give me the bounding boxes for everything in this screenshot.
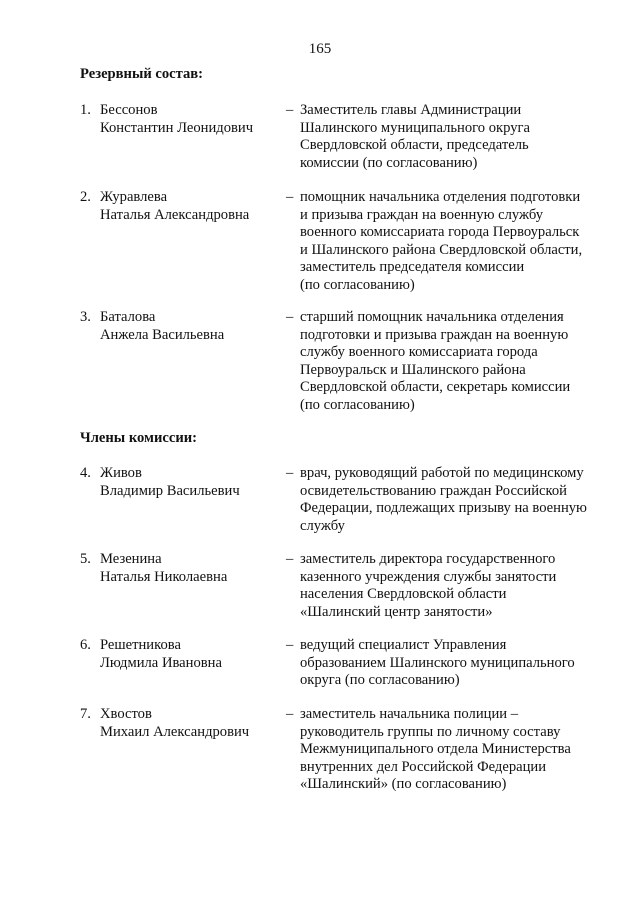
surname: Живов [100,465,142,481]
description-line: руководитель группы по личному составу [300,723,561,740]
person-name [100,102,280,137]
description-line: заместитель директора государственного [300,551,556,567]
dash: – [286,551,294,567]
description-line: комиссии (по согласованию) [300,154,478,171]
position-description [300,706,610,794]
position-description [300,637,610,690]
given-name: Людмила Ивановна [100,654,222,671]
description-line: службу [300,517,345,534]
description-line: Свердловской области, председатель [300,137,529,153]
given-name: Анжела Васильевна [100,326,225,343]
person-name [100,706,280,741]
description-line: и Шалинского района Свердловской области, [300,241,583,258]
description-line: округа (по согласованию) [300,672,460,688]
description-line: заместитель председателя комиссии [300,259,525,275]
description-line: старший помощник начальника отделения [300,309,564,325]
page-number: 165 [308,41,332,57]
description-line: образованием Шалинского муниципального [300,654,575,671]
item-number: 6. [80,637,91,653]
description-line: Первоуральск и Шалинского района [300,361,526,378]
dash: – [286,309,294,325]
person-name [100,465,280,500]
description-line: населения Свердловской области [300,586,507,602]
description-line: Свердловской области, секретарь комиссии [300,379,571,395]
item-number: 5. [80,551,91,567]
given-name: Михаил Александрович [100,723,250,740]
item-number: 4. [80,465,91,481]
description-line: внутренних дел Российской Федерации [300,758,547,775]
description-line: Межмуниципального отдела Министерства [300,741,571,757]
surname: Мезенина [100,551,162,567]
description-line: и призыва граждан на военную службу [300,206,544,223]
surname: Хвостов [100,706,152,722]
dash: – [286,189,294,205]
dash: – [286,102,294,118]
given-name: Константин Леонидович [100,119,254,136]
surname: Бессонов [100,102,158,118]
description-line: Федерации, подлежащих призыву на военную [300,500,587,516]
given-name: Владимир Васильевич [100,482,240,499]
description-line: казенного учреждения службы занятости [300,568,557,585]
description-line: врач, руководящий работой по медицинскому [300,465,584,481]
person-name [100,551,280,586]
item-number: 2. [80,189,91,205]
description-line: Заместитель главы Администрации [300,102,522,118]
dash: – [286,465,294,481]
description-line: службу военного комиссариата города [300,344,538,360]
position-description [300,551,610,621]
person-name [100,189,280,224]
description-line: помощник начальника отделения подготовки [300,189,581,205]
description-line: подготовки и призыва граждан на военную [300,326,569,343]
position-description [300,189,610,294]
position-description [300,465,610,535]
dash: – [286,637,294,653]
position-description [300,102,610,172]
surname: Баталова [100,309,156,325]
section-heading-reserve: Резервный состав: [80,66,204,82]
description-line: ведущий специалист Управления [300,637,507,653]
description-line: Шалинского муниципального округа [300,119,530,136]
given-name: Наталья Александровна [100,206,250,223]
person-name [100,637,280,672]
surname: Решетникова [100,637,181,653]
given-name: Наталья Николаевна [100,568,228,585]
description-line: «Шалинский» (по согласованию) [300,776,507,792]
description-line: (по согласованию) [300,396,415,413]
description-line: «Шалинский центр занятости» [300,603,493,620]
description-line: военного комиссариата города Первоуральск [300,224,580,240]
item-number: 1. [80,102,91,118]
surname: Журавлева [100,189,168,205]
description-line: освидетельствованию граждан Российской [300,482,567,499]
description-line: заместитель начальника полиции – [300,706,519,722]
description-line: (по согласованию) [300,276,415,293]
item-number: 3. [80,309,91,325]
item-number: 7. [80,706,91,722]
section-heading-members: Члены комиссии: [80,430,198,446]
person-name [100,309,280,344]
position-description [300,309,610,414]
dash: – [286,706,294,722]
